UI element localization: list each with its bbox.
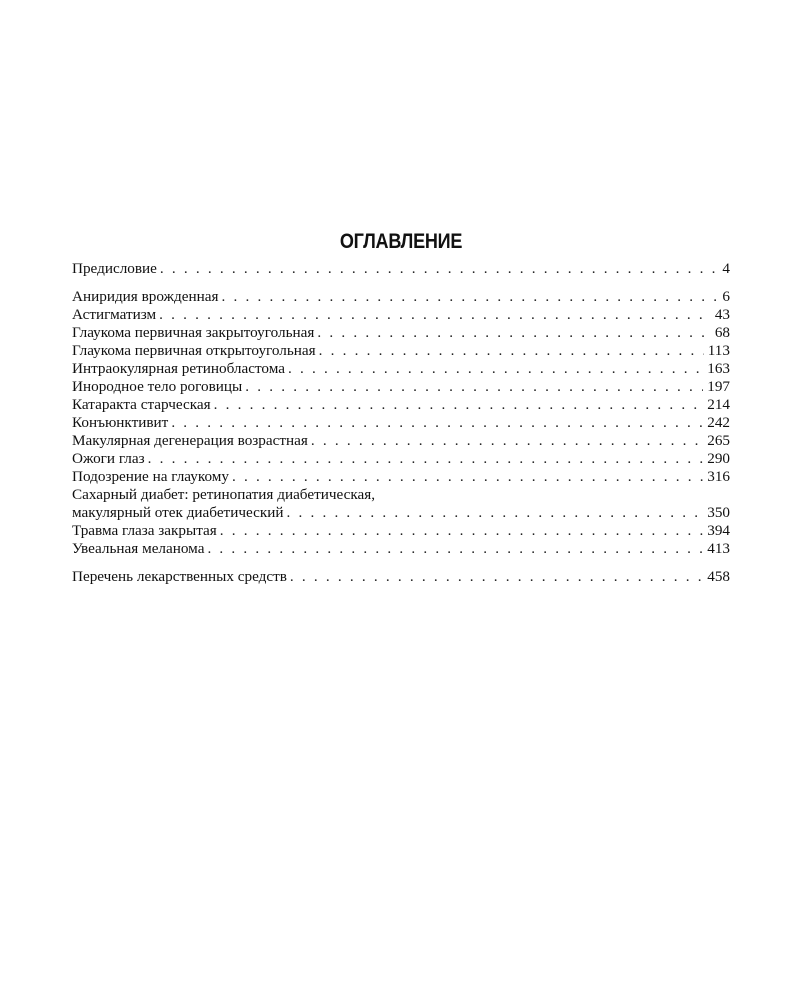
toc-entry-preface[interactable]: [72, 260, 730, 278]
toc-entry-page: 4: [722, 260, 730, 277]
toc-entry-page: 113: [707, 342, 730, 359]
toc-entry-page: 163: [707, 360, 730, 377]
toc-entry-corneal-foreign-body[interactable]: [72, 378, 730, 396]
toc-entry-label: Подозрение на глаукому: [72, 468, 229, 485]
toc-entry-aniridia[interactable]: [72, 288, 730, 306]
leader-dots: [220, 522, 703, 540]
toc-entry-page: 394: [707, 522, 730, 539]
toc-entry-page: 214: [707, 396, 730, 413]
toc-entry-page: 290: [707, 450, 730, 467]
toc-entry-label: Макулярная дегенерация возрастная: [72, 432, 308, 449]
leader-dots: [160, 260, 718, 278]
toc-entry-label: Травма глаза закрытая: [72, 522, 217, 539]
leader-dots: [245, 378, 703, 396]
toc-entry-senile-cataract[interactable]: [72, 396, 730, 414]
leader-dots: [159, 306, 711, 324]
toc-entry-label: Инородное тело роговицы: [72, 378, 243, 395]
toc-entry-page: 413: [707, 540, 730, 557]
table-of-contents: [72, 228, 730, 586]
toc-entry-page: 242: [707, 414, 730, 431]
toc-entry-suspected-glaucoma[interactable]: [72, 468, 730, 486]
toc-entry-macular-degeneration[interactable]: [72, 432, 730, 450]
leader-dots: [286, 504, 703, 522]
leader-dots: [319, 342, 704, 360]
toc-entry-page: 458: [707, 568, 730, 585]
toc-entry-label: Перечень лекарственных средств: [72, 568, 287, 585]
toc-entry-label: Аниридия врожденная: [72, 288, 219, 305]
toc-entry-label: Глаукома первичная закрытоугольная: [72, 324, 315, 341]
toc-title: ОГЛАВЛЕНИЕ: [339, 230, 463, 253]
leader-dots: [317, 324, 710, 342]
toc-entry-uveal-melanoma[interactable]: [72, 540, 730, 558]
toc-entry-eye-burns[interactable]: [72, 450, 730, 468]
toc-entry-page: 197: [707, 378, 730, 395]
toc-entry-closed-angle-glaucoma[interactable]: [72, 324, 730, 342]
toc-entry-open-angle-glaucoma[interactable]: [72, 342, 730, 360]
toc-entry-label: Глаукома первичная открытоугольная: [72, 342, 316, 359]
toc-entry-label: Интраокулярная ретинобластома: [72, 360, 285, 377]
toc-entry-diabetes-line2[interactable]: [72, 504, 730, 522]
leader-dots: [214, 396, 704, 414]
leader-dots: [222, 288, 719, 306]
leader-dots: [288, 360, 703, 378]
toc-entry-drug-list[interactable]: [72, 568, 730, 586]
toc-entry-retinoblastoma[interactable]: [72, 360, 730, 378]
leader-dots: [171, 414, 703, 432]
toc-entry-page: 68: [714, 324, 730, 341]
toc-entry-astigmatism[interactable]: [72, 306, 730, 324]
toc-entry-label: Астигматизм: [72, 306, 157, 323]
leader-dots: [232, 468, 703, 486]
toc-entry-label: Сахарный диабет: ретинопатия диабетическая,: [72, 486, 376, 503]
toc-entry-page: 265: [707, 432, 730, 449]
leader-dots: [148, 450, 704, 468]
toc-entry-page: 6: [722, 288, 730, 305]
toc-entry-label: Предисловие: [72, 260, 157, 277]
toc-entry-label: Конъюнктивит: [72, 414, 169, 431]
toc-entry-diabetes-line1[interactable]: [72, 486, 730, 504]
leader-dots: [311, 432, 703, 450]
leader-dots: [207, 540, 703, 558]
toc-entry-page: 350: [707, 504, 730, 521]
toc-entry-label: макулярный отек диабетический: [72, 504, 284, 521]
toc-entry-page: 316: [707, 468, 730, 485]
toc-entry-label: Увеальная меланома: [72, 540, 205, 557]
toc-entry-page: 43: [714, 306, 730, 323]
leader-dots: [290, 568, 703, 586]
toc-entry-label: Катаракта старческая: [72, 396, 211, 413]
toc-entry-label: Ожоги глаз: [72, 450, 145, 467]
toc-list: [72, 260, 730, 586]
toc-entry-conjunctivitis[interactable]: [72, 414, 730, 432]
toc-entry-closed-eye-injury[interactable]: [72, 522, 730, 540]
